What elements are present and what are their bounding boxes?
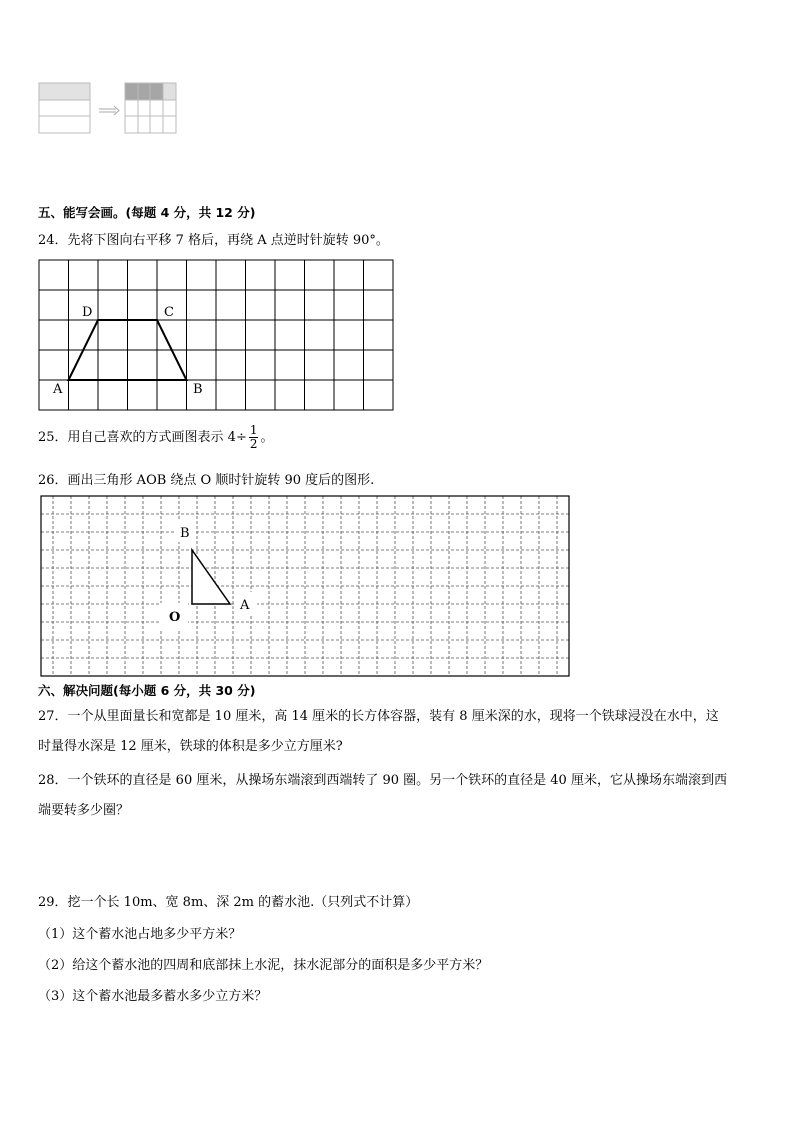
q24-grid-figure bbox=[38, 259, 394, 411]
q27-line2: 时量得水深是 12 厘米，铁球的体积是多少立方厘米? bbox=[38, 739, 343, 754]
q25-text bbox=[38, 424, 274, 451]
fraction-numerator: 1 bbox=[249, 423, 258, 437]
q29-sub2: （2）给这个蓄水池的四周和底部抹上水泥，抹水泥部分的面积是多少平方米？ bbox=[38, 958, 489, 973]
q29-sub1: （1）这个蓄水池占地多少平方米？ bbox=[38, 927, 242, 942]
section6-heading: 六、解决问题(每小题 6 分，共 30 分) bbox=[38, 683, 256, 698]
q26-grid-figure bbox=[40, 495, 570, 677]
q28-line2: 端要转多少圈？ bbox=[38, 803, 130, 818]
label-B: B bbox=[193, 382, 203, 397]
q26-text: 26．画出三角形 AOB 绕点 O 顺时针旋转 90 度后的图形. bbox=[38, 473, 375, 488]
q27-line1: 27．一个从里面量长和宽都是 10 厘米，高 14 厘米的长方体容器，装有 8 厘米深的水，现将一个铁球浸没在水中，这 bbox=[38, 709, 719, 724]
label-A: A bbox=[240, 598, 250, 613]
q29-sub3: （3）这个蓄水池最多蓄水多少立方米？ bbox=[38, 989, 268, 1004]
q24-text: 24．先将下图向右平移 7 格后，再绕 A 点逆时针旋转 90°。 bbox=[38, 233, 389, 248]
label-C: C bbox=[164, 305, 174, 320]
section5-heading: 五、能写会画。(每题 4 分，共 12 分) bbox=[38, 205, 256, 220]
left-rectangle bbox=[39, 83, 90, 133]
triangle-AOB bbox=[192, 550, 230, 604]
q28-line1: 28．一个铁环的直径是 60 厘米，从操场东端滚到西端转了 90 圈。另一个铁环的直径是 40 厘米，它从操场东端滚到西 bbox=[38, 773, 727, 788]
q29-text: 29．挖一个长 10m、宽 8m、深 2m 的蓄水池.（只列式不计算） bbox=[38, 895, 419, 910]
label-O: O bbox=[169, 610, 181, 625]
label-B: B bbox=[180, 526, 190, 541]
fraction-denominator: 2 bbox=[249, 437, 258, 451]
q25-prefix: 25．用自己喜欢的方式画图表示 4÷ bbox=[38, 430, 247, 445]
right-arrow-icon bbox=[99, 106, 119, 115]
q24-grid bbox=[39, 260, 393, 410]
q25-suffix: 。 bbox=[260, 430, 274, 445]
right-grid bbox=[125, 83, 176, 133]
fraction bbox=[249, 424, 259, 451]
label-D: D bbox=[82, 305, 93, 320]
q26-dashed-grid bbox=[41, 496, 569, 676]
top-grid-figure bbox=[36, 80, 181, 138]
label-A: A bbox=[53, 382, 63, 397]
